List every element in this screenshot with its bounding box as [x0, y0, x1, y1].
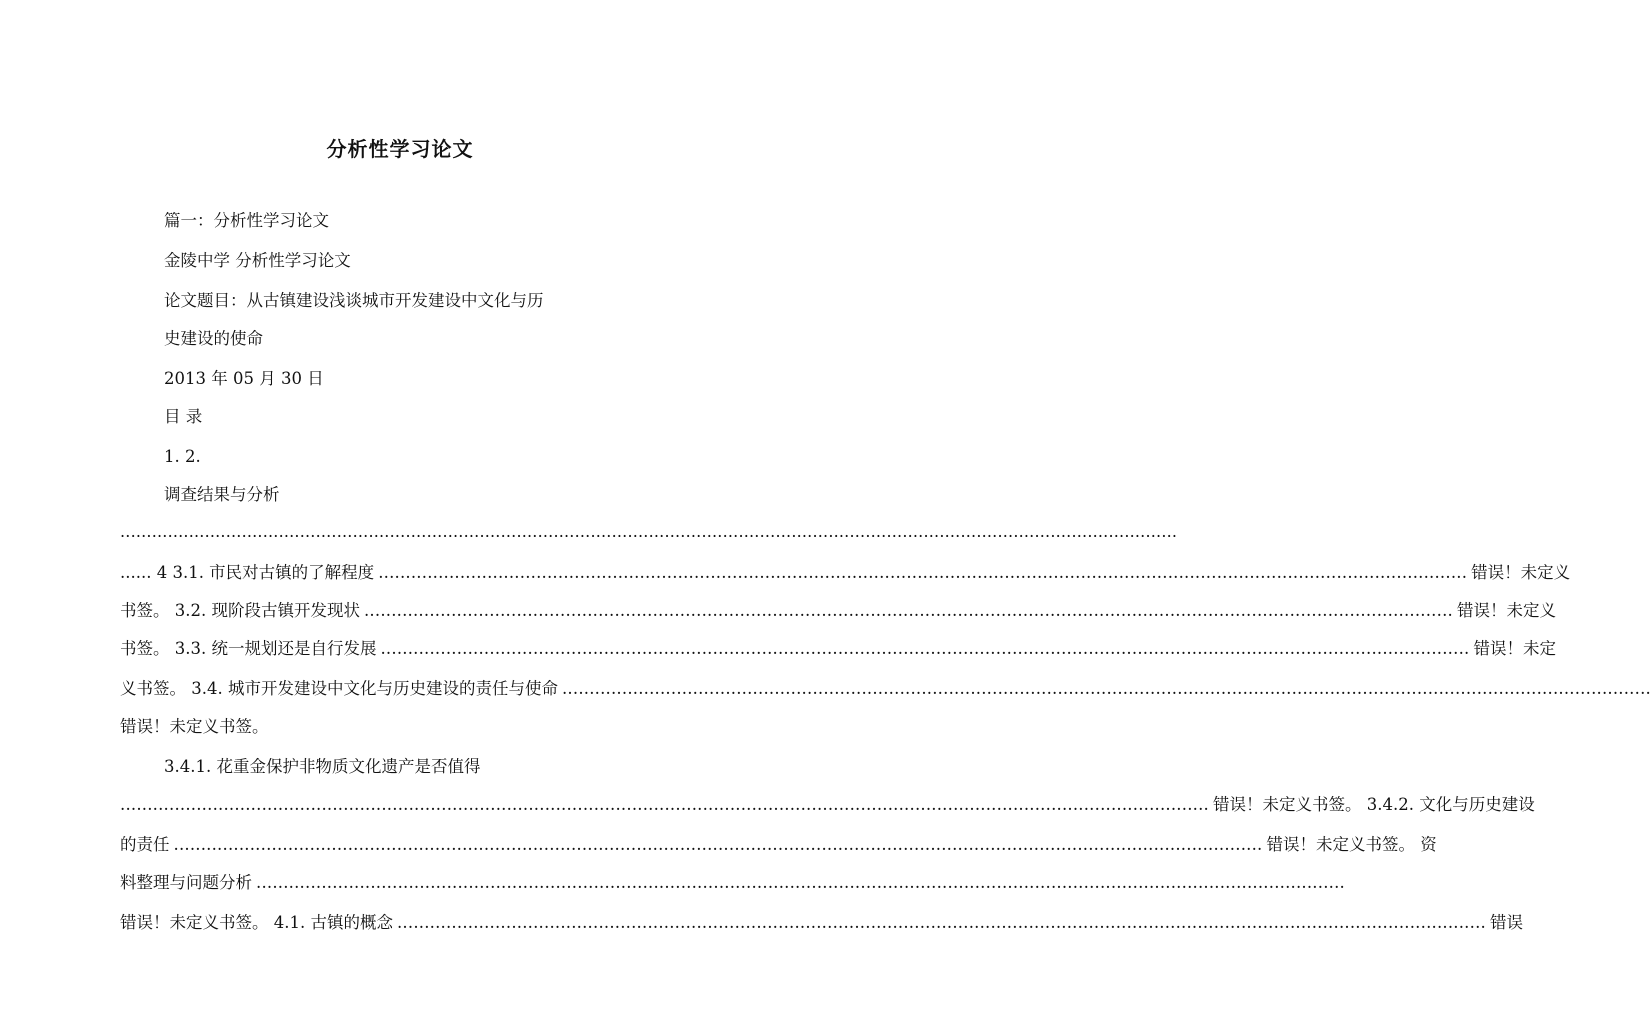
toc-dot-leader: ........................................................................................................................................................................................................ [120, 795, 1209, 814]
toc-page-ref: 错误！未定 [1473, 639, 1556, 658]
toc-entry-text: 书签。 3.2. 现阶段古镇开发现状 [120, 601, 360, 620]
toc-page-ref: 错误！未定义书签。 资 [1266, 835, 1437, 854]
line-toc-heading: 目 录 [164, 407, 203, 426]
toc-row [120, 794, 1535, 816]
toc-page-ref: 错误！未定义 [1456, 601, 1556, 620]
toc-row-subsection: 3.4.1. 花重金保护非物质文化遗产是否值得 [164, 757, 481, 776]
line-thesis-title: 论文题目：从古镇建设浅谈城市开发建设中文化与历 [164, 291, 544, 310]
line-date: 2013 年 05 月 30 日 [164, 369, 324, 388]
toc-dot-leader: ........................................................................................................................................................................................................ [561, 679, 1651, 698]
toc-dot-leader: ........................................................................................................................................................................................................ [378, 563, 1468, 582]
line-section-heading: 篇一：分析性学习论文 [164, 211, 329, 230]
toc-row: 错误！未定义书签。 [120, 717, 269, 736]
toc-page-ref: 错误！未定义 [1471, 563, 1571, 582]
toc-row [120, 834, 1437, 856]
toc-entry-text: 书签。 3.3. 统一规划还是自行发展 [120, 639, 377, 658]
toc-row [120, 912, 1523, 934]
toc-dot-leader: ........................................................................................................................................................................................................ [396, 913, 1486, 932]
toc-entry-text: 料整理与问题分析 [120, 873, 252, 892]
toc-entry-text: 义书签。 3.4. 城市开发建设中文化与历史建设的责任与使命 [120, 679, 558, 698]
toc-row [120, 678, 1651, 700]
toc-dot-leader: ........................................................................................................................................................................................................ [256, 873, 1345, 892]
toc-entry-text: 错误！未定义书签。 4.1. 古镇的概念 [120, 913, 393, 932]
line-thesis-title-cont: 史建设的使命 [164, 329, 263, 348]
line-results-analysis: 调查结果与分析 [164, 485, 280, 504]
toc-page-ref: 错误 [1489, 913, 1523, 932]
toc-dot-leader: ........................................................................................................................................................................................................ [363, 601, 1453, 620]
toc-entry-text: ...... 4 3.1. 市民对古镇的了解程度 [120, 563, 375, 582]
toc-row [120, 638, 1556, 660]
toc-dot-leader: ........................................................................................................................................................................................................ [173, 835, 1263, 854]
toc-dot-leader: ........................................................................................................................................................................................................ [380, 639, 1470, 658]
toc-entry-text: 的责任 [120, 835, 170, 854]
toc-entry-text: 错误！未定义书签。 3.4.2. 文化与历史建设 [1212, 795, 1535, 814]
toc-row [120, 872, 1345, 894]
line-numbers: 1. 2. [164, 447, 201, 466]
toc-row [120, 600, 1556, 622]
line-school: 金陵中学 分析性学习论文 [164, 251, 351, 270]
toc-row [120, 562, 1571, 584]
page-title: 分析性学习论文 [326, 137, 474, 161]
toc-dot-leader-full: ........................................................................................................................................................................................................ [120, 522, 1178, 541]
